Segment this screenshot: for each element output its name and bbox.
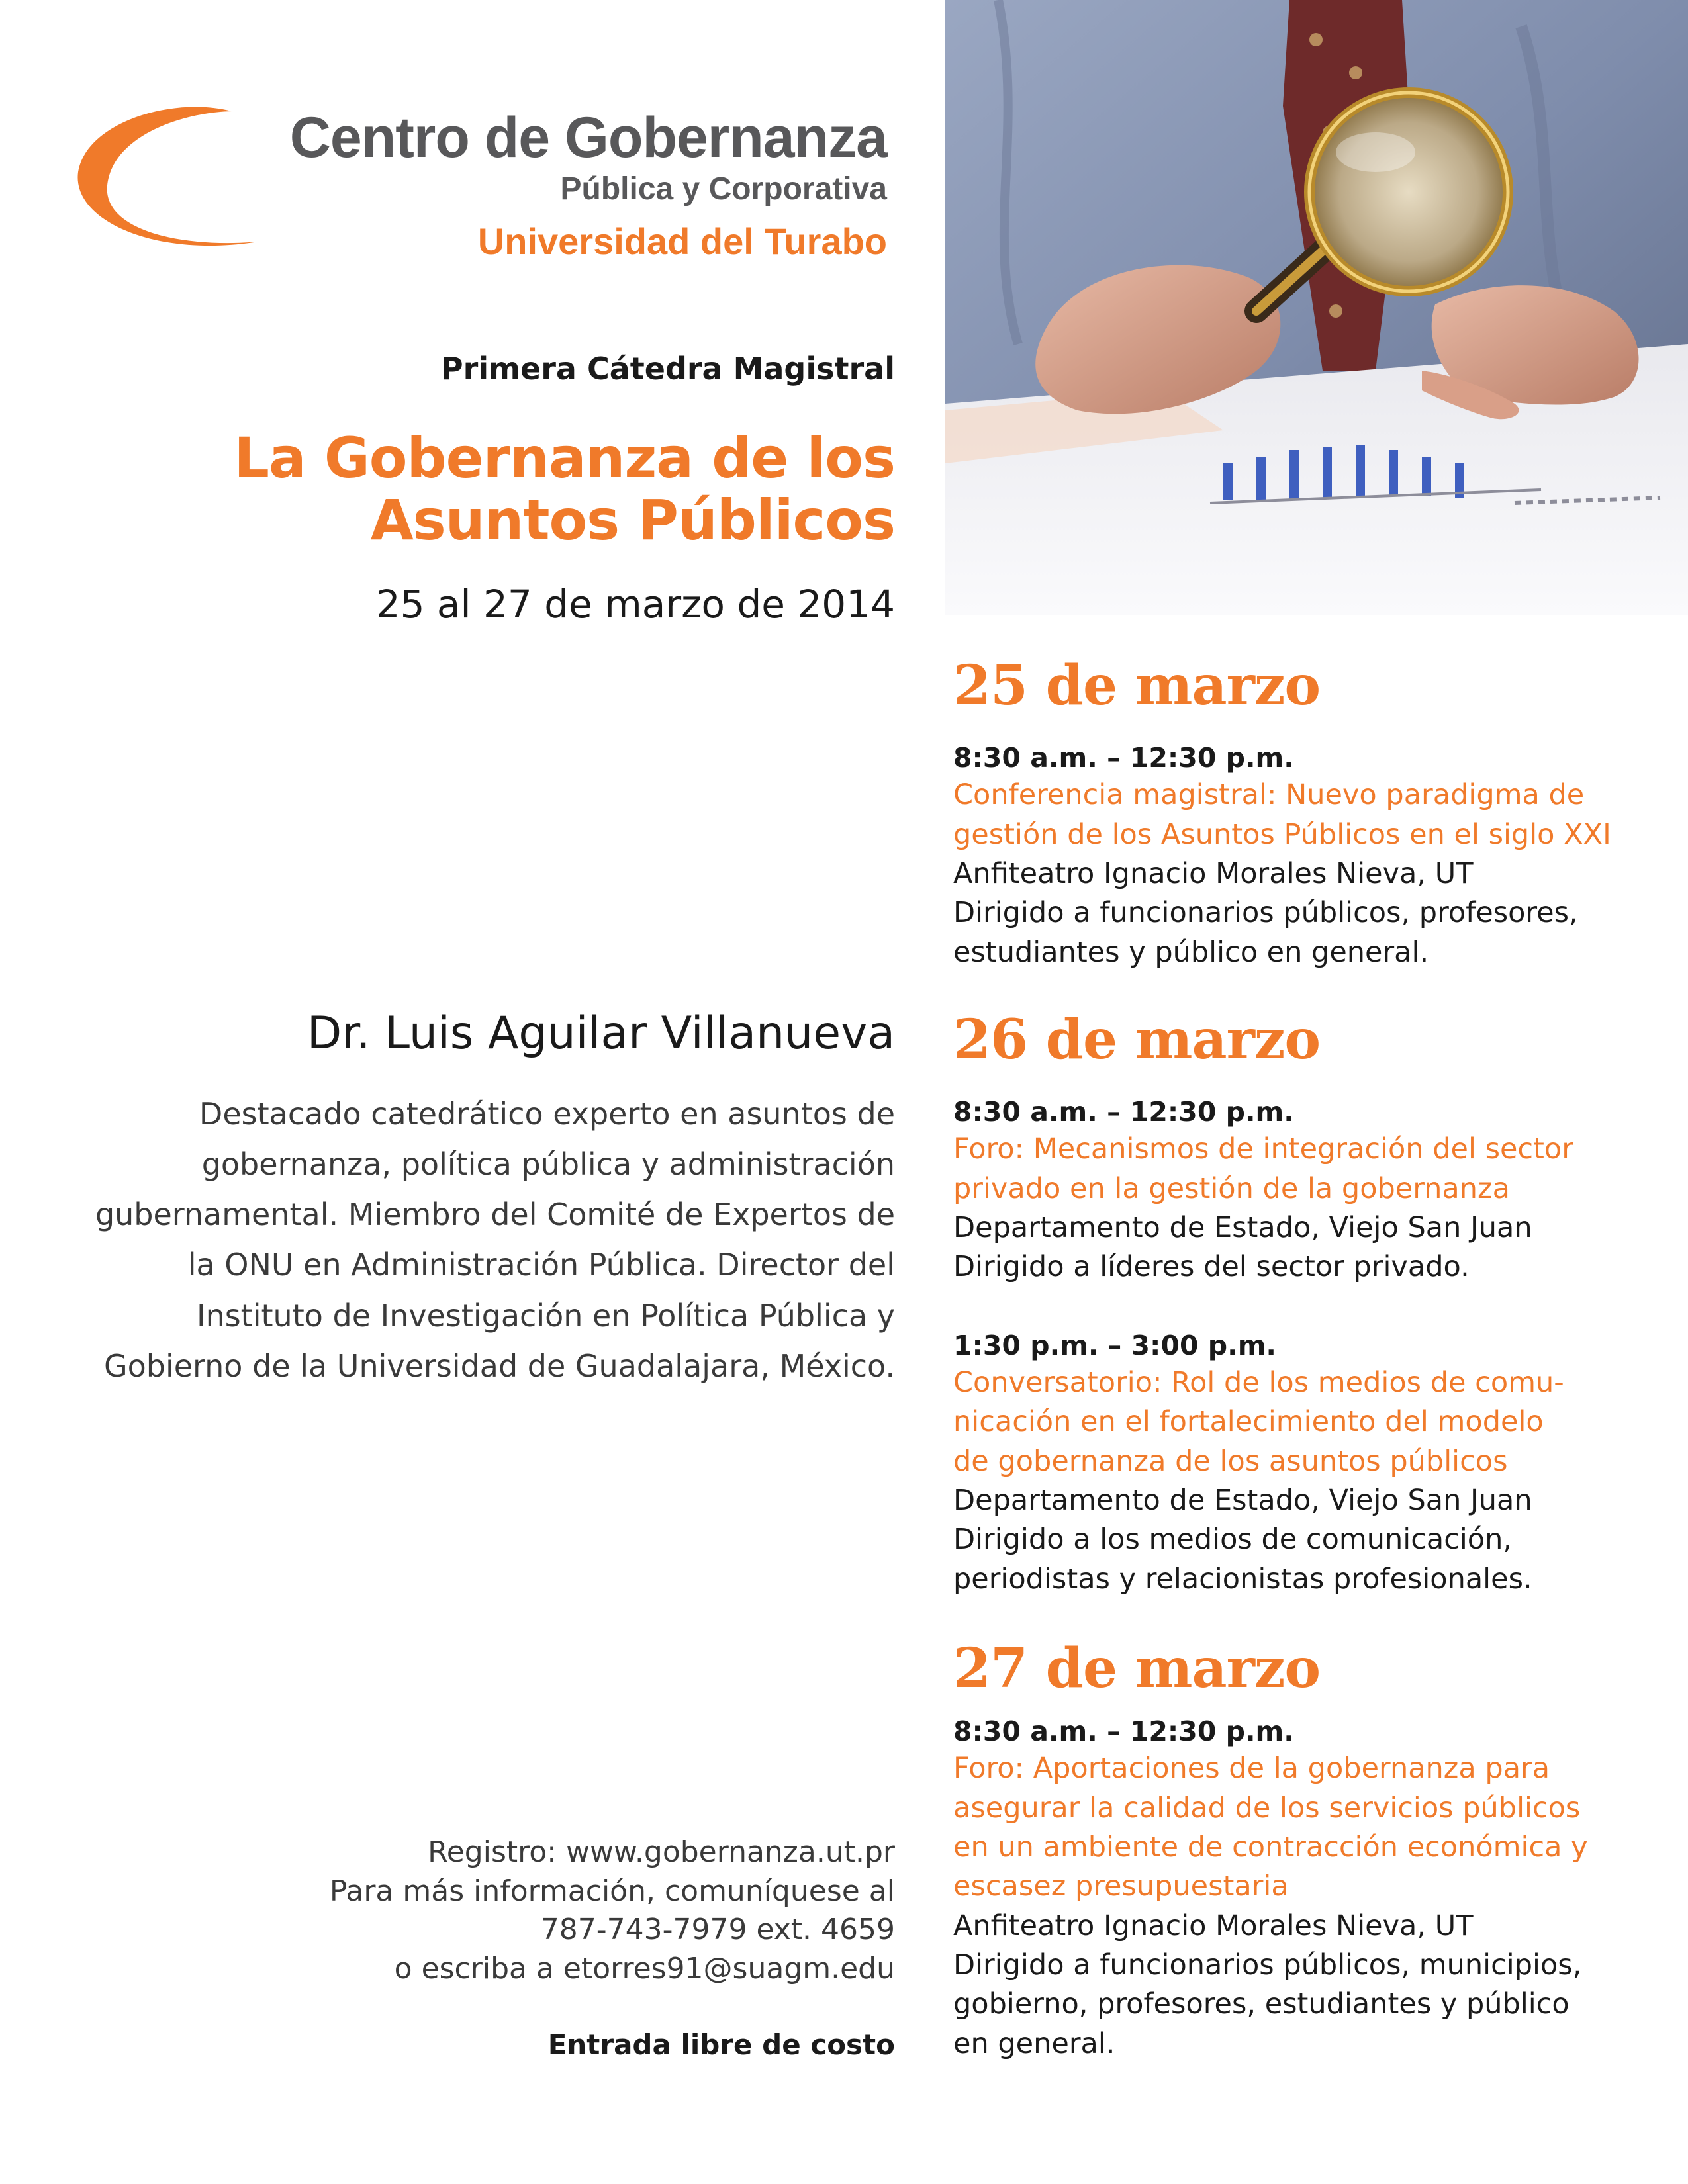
schedule-event — [953, 1714, 1668, 2064]
event-audience-line: gobierno, profesores, estudiantes y público — [953, 1987, 1570, 2021]
event-time: 8:30 a.m. – 12:30 p.m. — [953, 1096, 1294, 1128]
free-entry-note: Entrada libre de costo — [547, 2028, 895, 2061]
bio-line: Gobierno de la Universidad de Guadalajara, México. — [103, 1347, 895, 1384]
schedule-day-27 — [953, 1637, 1668, 2064]
event-title-line: La Gobernanza de los — [234, 426, 895, 490]
event-venue: Anfiteatro Ignacio Morales Nieva, UT — [953, 1909, 1474, 1942]
bio-line: la ONU en Administración Pública. Director del — [187, 1247, 895, 1283]
event-title-line: Conferencia magistral: Nuevo paradigma de — [953, 778, 1585, 812]
event-audience-line: Dirigido a líderes del sector privado. — [953, 1250, 1470, 1284]
event-audience-line: estudiantes y público en general. — [953, 935, 1429, 969]
speaker-name: Dr. Luis Aguilar Villanueva — [306, 1007, 895, 1060]
schedule-day-26 — [953, 1008, 1668, 1599]
event-title-line: asegurar la calidad de los servicios públicos — [953, 1791, 1581, 1825]
contact-info — [40, 1833, 895, 1989]
event-title-line: escasez presupuestaria — [953, 1870, 1289, 1903]
event-audience-line: Dirigido a los medios de comunicación, — [953, 1523, 1513, 1557]
event-time: 1:30 p.m. – 3:00 p.m. — [953, 1329, 1276, 1361]
event-title-line: de gobernanza de los asuntos públicos — [953, 1444, 1508, 1478]
schedule-event — [953, 1095, 1668, 1287]
bio-line: Destacado catedrático experto en asuntos de — [199, 1096, 895, 1132]
event-title-line: nicación en el fortalecimiento del modelo — [953, 1405, 1544, 1439]
event-title-line: Foro: Mecanismos de integración del sector — [953, 1132, 1573, 1166]
event-audience-line: Dirigido a funcionarios públicos, profesores, — [953, 896, 1578, 930]
day-heading: 25 de marzo — [953, 654, 1321, 717]
event-title — [40, 427, 895, 551]
bio-line: gobernanza, política pública y administración — [201, 1146, 895, 1183]
event-audience-line: Dirigido a funcionarios públicos, municipios, — [953, 1948, 1582, 1981]
event-audience-line: en general. — [953, 2026, 1115, 2060]
speaker-bio — [40, 1089, 895, 1391]
logo-title: Centro de Gobernanza — [289, 106, 887, 169]
event-audience-line: periodistas y relacionistas profesionales. — [953, 1562, 1532, 1596]
event-time: 8:30 a.m. – 12:30 p.m. — [953, 742, 1294, 774]
event-venue: Anfiteatro Ignacio Morales Nieva, UT — [953, 856, 1474, 890]
event-time: 8:30 a.m. – 12:30 p.m. — [953, 1715, 1294, 1747]
event-title-line: en un ambiente de contracción económica y — [953, 1830, 1588, 1864]
phone-number[interactable]: 787-743-7979 ext. 4659 — [540, 1913, 895, 1947]
event-title-line: Foro: Aportaciones de la gobernanza para — [953, 1752, 1550, 1786]
day-heading: 27 de marzo — [953, 1637, 1321, 1700]
bio-line: Instituto de Investigación en Política Pública y — [197, 1297, 895, 1334]
contact-line: Para más información, comuníquese al — [329, 1874, 895, 1908]
schedule-event — [953, 741, 1668, 972]
event-subtitle: Primera Cátedra Magistral — [440, 351, 895, 387]
email-link[interactable]: o escriba a etorres91@suagm.edu — [394, 1952, 895, 1986]
event-dates: 25 al 27 de marzo de 2014 — [375, 582, 895, 627]
logo-university: Universidad del Turabo — [477, 220, 887, 262]
day-heading: 26 de marzo — [953, 1008, 1321, 1071]
logo-subtitle: Pública y Corporativa — [560, 171, 887, 206]
event-title-line: Asuntos Públicos — [370, 488, 895, 553]
schedule-event — [953, 1328, 1668, 1599]
schedule-day-25 — [953, 654, 1668, 972]
magnifying-glass-photo — [945, 0, 1688, 615]
bio-line: gubernamental. Miembro del Comité de Expertos de — [95, 1197, 895, 1233]
event-title-line: Conversatorio: Rol de los medios de comu- — [953, 1365, 1564, 1399]
event-title-line: privado en la gestión de la gobernanza — [953, 1171, 1510, 1205]
registration-link[interactable]: Registro: www.gobernanza.ut.pr — [428, 1835, 895, 1869]
event-venue: Departamento de Estado, Viejo San Juan — [953, 1210, 1532, 1244]
event-title-line: gestión de los Asuntos Públicos en el siglo XXI — [953, 817, 1611, 851]
event-venue: Departamento de Estado, Viejo San Juan — [953, 1483, 1532, 1517]
